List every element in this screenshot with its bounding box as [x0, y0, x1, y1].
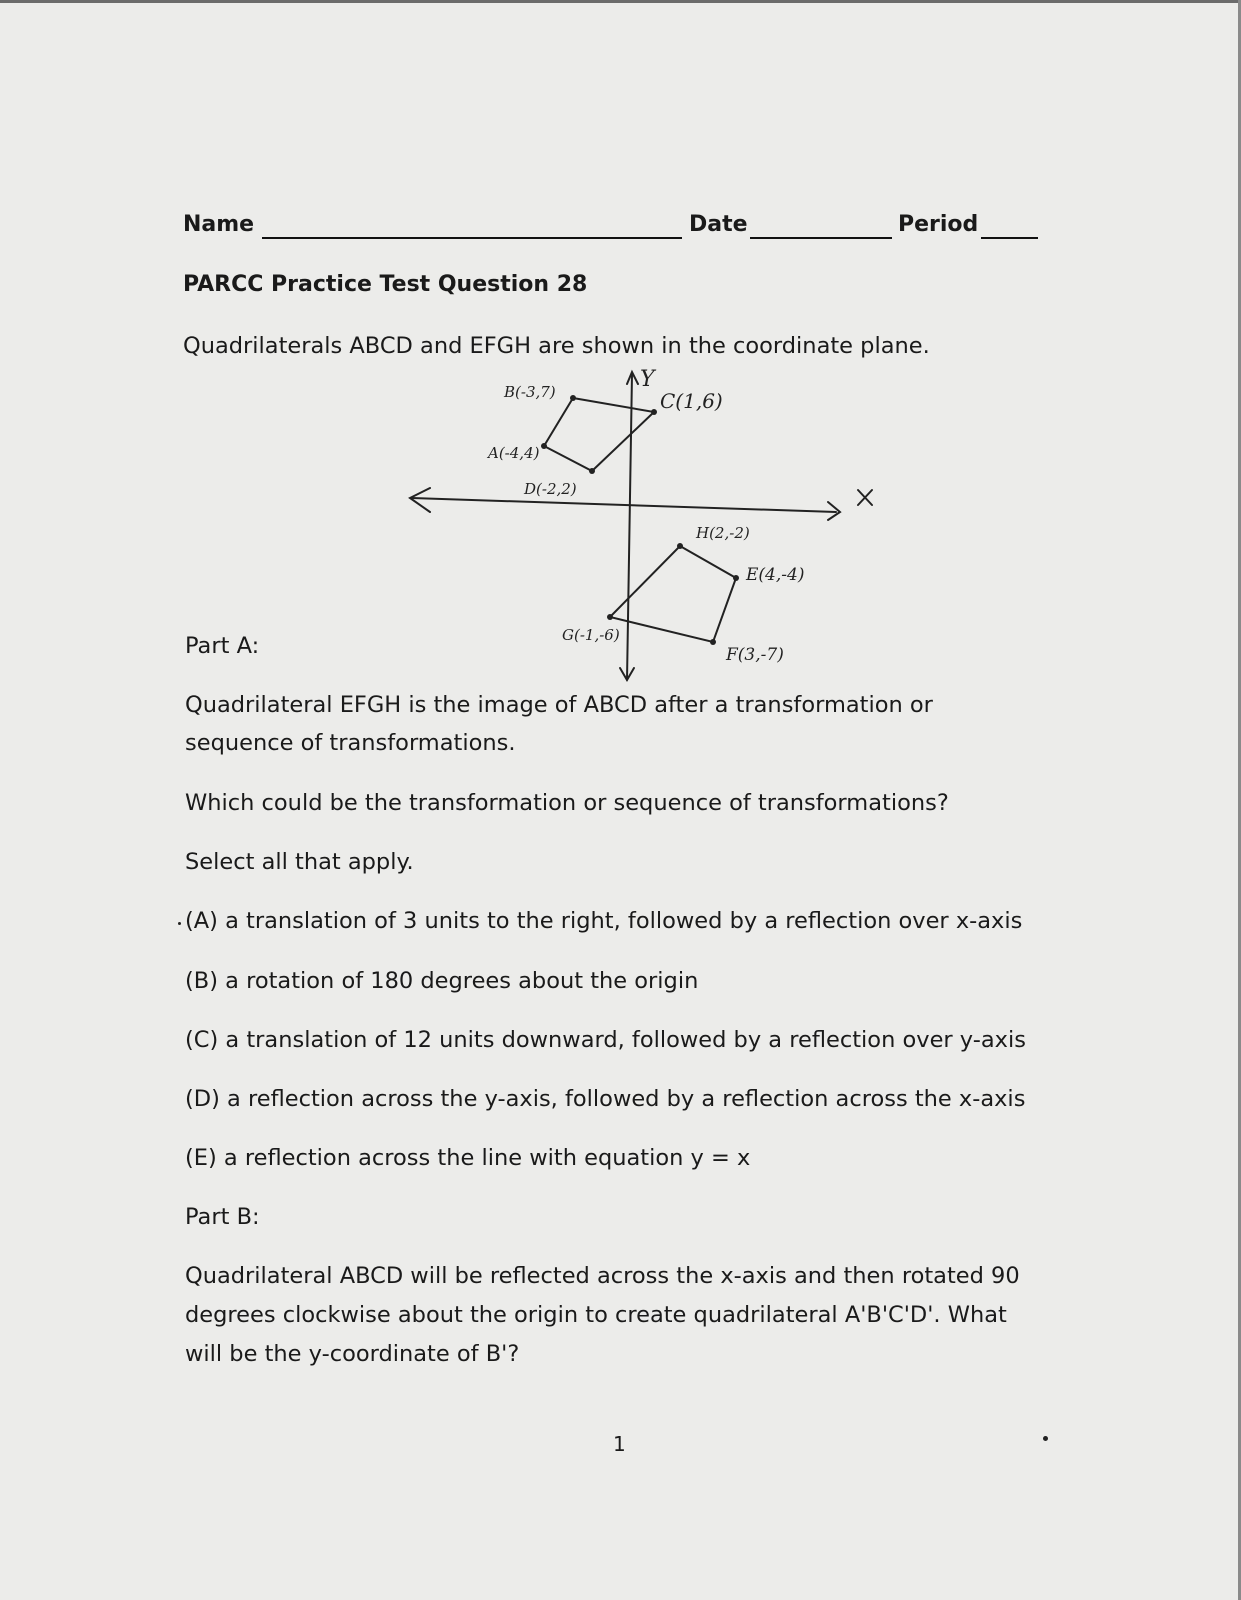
scan-speck	[178, 922, 181, 925]
point-c	[651, 409, 657, 415]
x-axis-label-mark	[858, 490, 872, 505]
label-g: G(-1,-6)	[562, 626, 620, 644]
part-b-label: Part B:	[185, 1204, 260, 1230]
y-axis-line	[627, 374, 632, 680]
x-axis-line	[412, 498, 836, 512]
option-a[interactable]: (A) a translation of 3 units to the right, followed by a reflection over x-axis	[185, 908, 1023, 934]
part-a-text-line2: sequence of transformations.	[185, 730, 516, 756]
part-b-line3: will be the y-coordinate of B'?	[185, 1341, 520, 1367]
y-axis-label: Y	[640, 367, 655, 392]
point-g	[607, 614, 613, 620]
part-a-instruction: Select all that apply.	[185, 849, 414, 875]
option-b[interactable]: (B) a rotation of 180 degrees about the origin	[185, 968, 699, 994]
period-label: Period	[898, 212, 979, 237]
option-d[interactable]: (D) a reflection across the y-axis, followed by a reflection across the x-axis	[185, 1086, 1026, 1112]
point-h	[677, 543, 683, 549]
option-e[interactable]: (E) a reflection across the line with equation y = x	[185, 1145, 751, 1171]
label-h: H(2,-2)	[696, 524, 750, 542]
date-label: Date	[689, 212, 748, 237]
label-a: A(-4,4)	[488, 444, 540, 462]
label-b: B(-3,7)	[504, 383, 556, 401]
page-number: 1	[613, 1432, 626, 1456]
part-a-question: Which could be the transformation or sequence of transformations?	[185, 790, 949, 816]
part-a-text-line1: Quadrilateral EFGH is the image of ABCD after a transformation or	[185, 692, 933, 718]
point-d	[589, 468, 595, 474]
point-e	[733, 575, 739, 581]
part-b-line1: Quadrilateral ABCD will be reflected across the x-axis and then rotated 90	[185, 1263, 1020, 1289]
point-a	[541, 443, 547, 449]
label-f: F(3,-7)	[726, 645, 784, 665]
intro-text: Quadrilaterals ABCD and EFGH are shown in the coordinate plane.	[183, 333, 930, 359]
point-b	[570, 395, 576, 401]
point-f	[710, 639, 716, 645]
part-b-line2: degrees clockwise about the origin to create quadrilateral A'B'C'D'. What	[185, 1302, 1007, 1328]
part-a-label: Part A:	[185, 633, 260, 659]
x-axis-left-arrow	[410, 488, 430, 512]
scan-speck	[1043, 1436, 1048, 1441]
label-c: C(1,6)	[660, 389, 723, 413]
quadrilateral-abcd	[544, 398, 654, 471]
label-e: E(4,-4)	[746, 565, 805, 585]
option-c[interactable]: (C) a translation of 12 units downward, followed by a reflection over y-axis	[185, 1027, 1026, 1053]
question-title: PARCC Practice Test Question 28	[183, 272, 588, 297]
label-d: D(-2,2)	[524, 480, 577, 498]
name-label: Name	[183, 212, 255, 237]
